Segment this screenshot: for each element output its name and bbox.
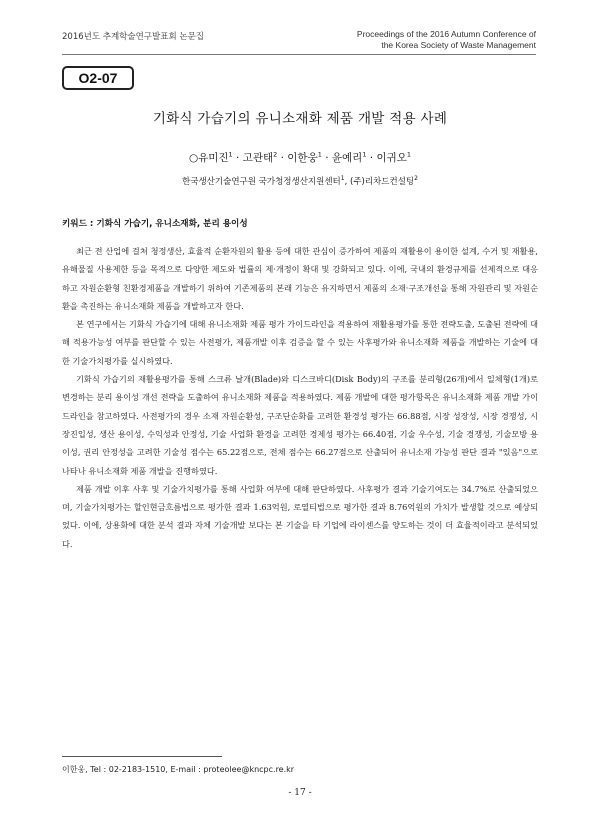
author-separator: · (321, 152, 332, 164)
affiliation-name: (주)리차드컨설팅 (350, 177, 415, 187)
author-separator: · (366, 152, 377, 164)
paper-code-badge: O2-07 (62, 66, 134, 90)
paragraph: 최근 전 산업에 걸쳐 청정생산, 효율적 순환자원의 활용 등에 대한 관심이 증가하여 제품의 재활용이 용이한 설계, 수거 및 재활용, 유해물질 사용제한 등을 목적으로 다양한 제도와 법률의 제·개정이 확대 및 강화되고 있다. 이에, 국내의 환경규제를 선제적으로 대응하고 자원순환형 친환경제품을 개발하기 위하여 기존제품의 본래 기능은 유지하면서 제품의 소재·구조개선을 통해 자원관리 및 자원순환을 촉진하는 유니소재화 제품을 개발하고자 한다. (62, 246, 538, 311)
author-name: ○유미진 (188, 152, 229, 164)
affiliation-separator: , (344, 177, 350, 187)
author-name: 고관태 (242, 152, 274, 164)
paragraph: 기화식 가습기의 재활용평가를 통해 스크류 날개(Blade)와 디스크바디(Disk Body)의 구조를 분리형(26개)에서 일체형(1개)로 변경하는 분리 용이성 개선 전략을 도출하여 유니소재화 제품을 적용하였다. 제품 개발에 대한 평가항목은 유니소재화 제품 개발 가이드라인을 참고하였다. 사전평가의 경우 소재 자원순환성, 구조단순화를 고려한 환경성 평가는 66.88점, 시장 성장성, 시장 경쟁성, 시장진입성, 생산 용이성, 수익성과 안정성, 기술 사업화 환경을 고려한 경제성 평가는 66.40점, 기술 우수성, 기술 경쟁성, 기술모방 용이성, 권리 안정성을 고려한 기술성 점수는 65.22점으로, 전체 점수는 66.27점으로 산출되어 유니소재 가능성 판단 결과 "있음"으로 나타나 유니소재화 제품 개발을 진행하였다. (62, 374, 538, 476)
paper-title: 기화식 가습기의 유니소재화 제품 개발 적용 사례 (152, 111, 448, 127)
affiliation-list (0, 175, 600, 187)
footnote-rule (62, 756, 222, 757)
paragraph: 제품 개발 이후 사후 및 기술가치평가를 통해 사업화 여부에 대해 판단하였다. 사후평가 결과 기술기여도는 34.7%로 산출되었으며, 기술가치평가는 할인현금흐름법으로 평가한 결과 1.63억원, 로열티법으로 평가한 결과 8.76억원의 가치가 발생할 것으로 예상되었다. 이에, 상용화에 대한 분석 결과 자체 기술개발 보다는 본 기술을 타 기업에 라이센스를 양도하는 것이 더 효율적이라고 분석되었다. (62, 483, 538, 549)
page-number: - 17 - (288, 788, 312, 798)
affiliation-name: 한국생산기술연구원 국가청정생산지원센터 (182, 177, 341, 187)
author-name: 이한웅 (287, 152, 318, 164)
author-name: 윤예리 (331, 152, 363, 164)
author-affil-mark: 1 (362, 150, 367, 159)
affiliation-mark: 2 (414, 175, 418, 183)
author-name: 이귀오 (376, 152, 407, 164)
author-separator: · (232, 152, 243, 164)
affiliation-mark: 1 (340, 175, 345, 183)
header-right-line2: the Korea Society of Waste Management (381, 40, 536, 50)
author-list (0, 150, 600, 165)
author-affil-mark: 1 (406, 150, 412, 159)
author-affil-mark: 1 (228, 150, 233, 159)
header-right (357, 29, 536, 51)
author-separator: · (277, 152, 288, 164)
header-left: 2016년도 추계학술연구발표회 논문집 (62, 32, 204, 42)
footnote: 이한웅, Tel : 02-2183-1510, E-mail : proteolee@kncpc.re.kr (62, 765, 295, 774)
author-affil-mark: 1 (317, 150, 322, 159)
header-right-line1: Proceedings of the 2016 Autumn Conference of (356, 29, 536, 39)
author-affil-mark: 2 (273, 150, 278, 159)
keywords: 키워드 : 기화식 가습기, 유니소재화, 분리 용이성 (62, 219, 248, 229)
body-text (62, 242, 538, 553)
header-rule (62, 54, 536, 55)
paragraph: 본 연구에서는 기화식 가습기에 대해 유니소재화 제품 평가 가이드라인을 적용하여 재활용평가를 통한 전략도출, 도출된 전략에 대해 적용가능성 여부를 판단할 수 있는 사전평가, 제품개발 이후 검증을 할 수 있는 사후평가와 유니소재화 제품을 개발하는 기술에 대한 기술가치평가를 실시하였다. (62, 319, 538, 366)
